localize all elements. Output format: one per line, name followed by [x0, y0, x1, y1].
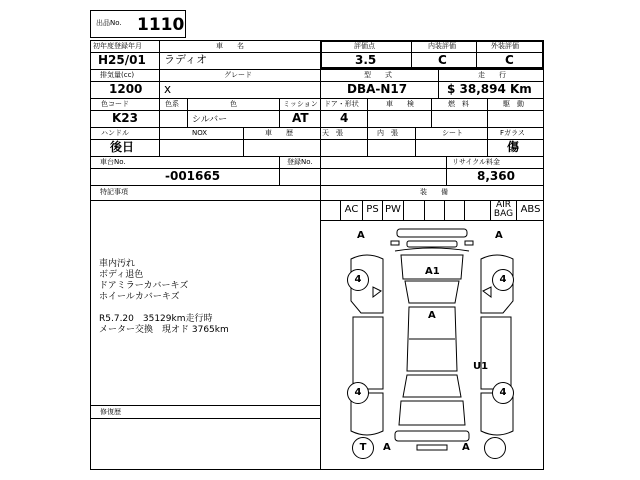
seat-label: シート	[442, 129, 463, 137]
equip-ps: PS	[362, 200, 382, 220]
damage-mark: A	[383, 442, 391, 453]
equip-airbag: AIR BAG	[490, 200, 516, 220]
exterior-value: C	[505, 53, 514, 67]
tire-front-left: 4	[347, 269, 369, 291]
damage-mark: U1	[473, 361, 489, 372]
damage-mark: A	[495, 230, 503, 241]
color-sys-label: 色系	[165, 100, 179, 108]
grade-value: x	[164, 82, 172, 96]
year-value: H25/01	[98, 53, 146, 67]
equip-blank-3	[444, 200, 464, 220]
extra-circle	[484, 437, 506, 459]
color-label: 色	[230, 100, 237, 108]
mileage-value: $ 38,894 Km	[447, 82, 532, 96]
recycle-label: リサイクル料金	[452, 158, 501, 166]
note-line: メーター交換 現オド 3765km	[99, 325, 229, 335]
equip-abs: ABS	[516, 200, 544, 220]
damage-mark: A	[428, 310, 436, 321]
chassis-value: -001665	[165, 169, 221, 183]
inspect-label: 車 検	[386, 100, 414, 108]
year-label: 初年度登録年月	[93, 42, 142, 50]
reg-label: 登録No.	[287, 158, 313, 166]
roof-label: 天 張	[322, 129, 343, 137]
damage-mark: A	[357, 230, 365, 241]
equip-blank-2	[424, 200, 444, 220]
lot-box	[90, 10, 186, 38]
note-line: R5.7.20 35129km走行時	[99, 314, 213, 324]
car-diagram	[321, 221, 543, 469]
car-label: 車 名	[216, 42, 244, 50]
color-code-value: K23	[112, 111, 138, 125]
mileage-label: 走 行	[478, 71, 506, 79]
hand-label: ハンドル	[101, 129, 129, 137]
drive-label: 駆 動	[503, 100, 524, 108]
door-label: ドア・形状	[324, 100, 359, 108]
color-value: シルバー	[192, 115, 228, 125]
equip-blank-4	[464, 200, 490, 220]
tire-front-right: 4	[492, 269, 514, 291]
glass-value: 傷	[507, 140, 520, 154]
repair-header: 修復歴	[100, 408, 121, 416]
lot-label: 出品No.	[96, 19, 122, 27]
model-label: 型 式	[364, 71, 392, 79]
note-line: ドアミラーカバーキズ	[99, 281, 189, 291]
grade-label: グレード	[224, 71, 252, 79]
fuel-label: 燃 料	[448, 100, 469, 108]
equip-ac: AC	[340, 200, 362, 220]
recycle-value: 8,360	[477, 169, 515, 183]
glass-label: Fガラス	[500, 129, 525, 137]
equip-blank-1	[403, 200, 424, 220]
equip-header: 装 備	[420, 188, 448, 196]
lot-number: 1110	[137, 15, 185, 35]
tire-rear-right: 4	[492, 382, 514, 404]
note-line: ボディ退色	[99, 270, 144, 280]
note-line: ホイールカバーキズ	[99, 292, 180, 302]
hand-value: 後日	[110, 140, 135, 154]
disp-label: 排気量(cc)	[100, 71, 135, 79]
mission-label: ミッション	[283, 100, 318, 108]
note-line: 車内汚れ	[99, 259, 136, 269]
nox-label: NOX	[192, 129, 208, 137]
spare-tire: T	[352, 437, 374, 459]
notes-header: 特記事項	[100, 188, 128, 196]
equipment-row	[340, 200, 544, 220]
exterior-label: 外装評価	[491, 42, 519, 50]
car-value: ラディオ	[164, 53, 208, 66]
interior-value: C	[438, 53, 447, 67]
damage-mark: A1	[425, 266, 440, 277]
mission-value: AT	[292, 111, 309, 125]
history-label: 車 歴	[265, 129, 293, 137]
door-value: 4	[340, 111, 349, 125]
model-value: DBA-N17	[347, 82, 408, 96]
equip-pw: PW	[382, 200, 403, 220]
score-label: 評価点	[354, 42, 375, 50]
interior-label: 内装評価	[428, 42, 456, 50]
interior2-label: 内 張	[377, 129, 398, 137]
tire-rear-left: 4	[347, 382, 369, 404]
disp-value: 1200	[109, 82, 143, 96]
chassis-label: 車台No.	[100, 158, 126, 166]
score-value: 3.5	[355, 53, 377, 67]
color-code-label: 色コード	[101, 100, 129, 108]
damage-mark: A	[462, 442, 470, 453]
